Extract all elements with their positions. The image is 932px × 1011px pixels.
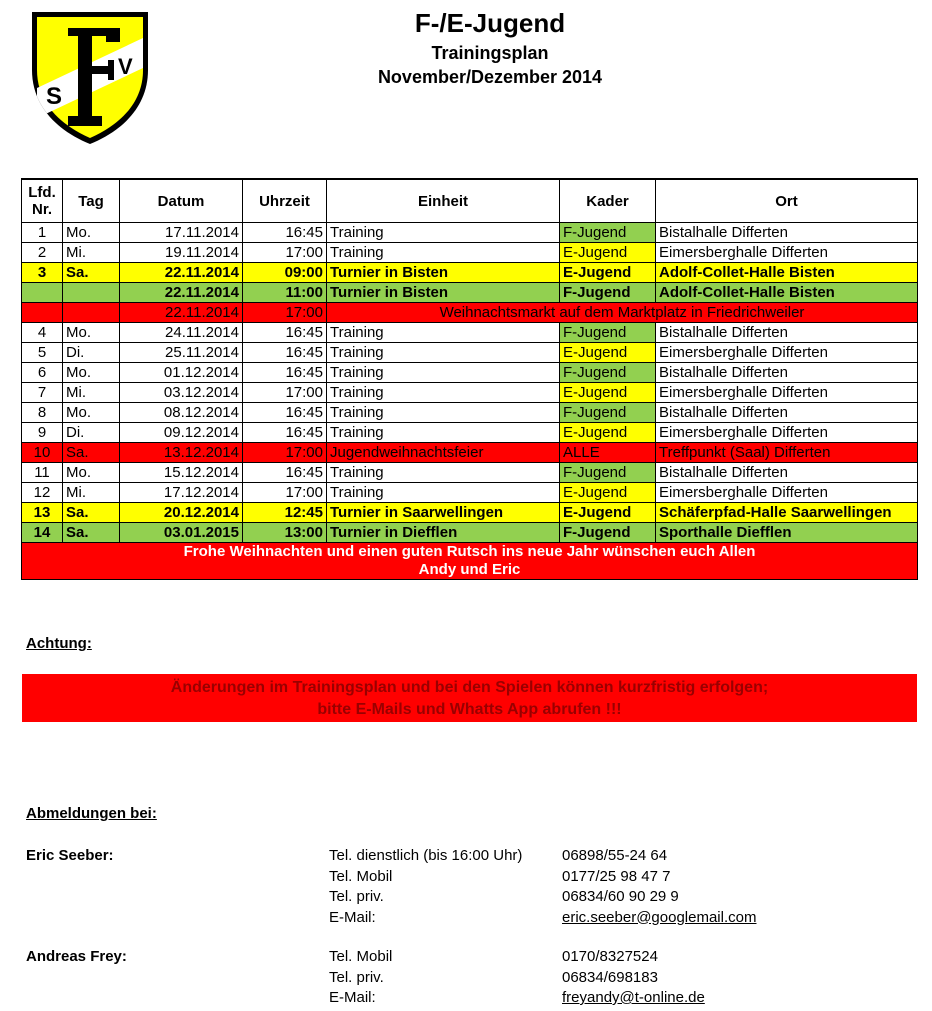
- greeting-line-1: Frohe Weihnachten und einen guten Rutsch ins neue Jahr wünschen euch Allen: [183, 543, 756, 560]
- logo-letter-f: F: [28, 8, 29, 9]
- cell-tag: Sa.: [63, 523, 120, 543]
- cell-nr: 14: [22, 523, 63, 543]
- column-header-uhrzeit: Uhrzeit: [243, 179, 327, 223]
- cell-datum: 08.12.2014: [120, 403, 243, 423]
- cell-einheit: Turnier in Bisten: [327, 263, 560, 283]
- contact-label: E-Mail:: [329, 908, 376, 926]
- table-row: [22, 403, 918, 423]
- table-row: [22, 423, 918, 443]
- cell-kader: ALLE: [560, 443, 656, 463]
- cell-kader: F-Jugend: [560, 523, 656, 543]
- cell-einheit: Training: [327, 483, 560, 503]
- cell-kader: E-Jugend: [560, 483, 656, 503]
- column-header-einheit: Einheit: [327, 179, 560, 223]
- cell-tag: [63, 283, 120, 303]
- cell-einheit: Training: [327, 323, 560, 343]
- cell-nr: 9: [22, 423, 63, 443]
- notice-line-2: bitte E-Mails und Whatts App abrufen !!!: [317, 701, 622, 718]
- cell-nr: [22, 283, 63, 303]
- cell-uhrzeit: 16:45: [243, 463, 327, 483]
- table-row: [22, 343, 918, 363]
- cell-tag: Di.: [63, 423, 120, 443]
- cell-nr: 3: [22, 263, 63, 283]
- cell-uhrzeit: 16:45: [243, 423, 327, 443]
- notice-box: [22, 674, 917, 722]
- cell-ort: Eimersberghalle Differten: [656, 483, 918, 503]
- cell-uhrzeit: 17:00: [243, 443, 327, 463]
- cell-einheit: Training: [327, 403, 560, 423]
- cell-uhrzeit: 13:00: [243, 523, 327, 543]
- cell-tag: Mo.: [63, 463, 120, 483]
- table-row: [22, 503, 918, 523]
- cell-uhrzeit: 11:00: [243, 283, 327, 303]
- greeting-cell: [22, 543, 918, 580]
- cell-nr: 12: [22, 483, 63, 503]
- cell-ort: Bistalhalle Differten: [656, 223, 918, 243]
- cell-ort: Bistalhalle Differten: [656, 403, 918, 423]
- cell-kader: F-Jugend: [560, 403, 656, 423]
- cell-uhrzeit: 16:45: [243, 323, 327, 343]
- cell-datum: 20.12.2014: [120, 503, 243, 523]
- cell-ort: Eimersberghalle Differten: [656, 383, 918, 403]
- cell-datum: 01.12.2014: [120, 363, 243, 383]
- cell-kader: E-Jugend: [560, 383, 656, 403]
- cell-nr: 11: [22, 463, 63, 483]
- cell-kader: F-Jugend: [560, 363, 656, 383]
- cell-einheit: Turnier in Diefflen: [327, 523, 560, 543]
- cell-datum: 22.11.2014: [120, 283, 243, 303]
- table-row: [22, 383, 918, 403]
- cell-datum: 09.12.2014: [120, 423, 243, 443]
- cell-datum: 19.11.2014: [120, 243, 243, 263]
- cell-ort: Eimersberghalle Differten: [656, 243, 918, 263]
- table-row: [22, 443, 918, 463]
- contact-value: 0177/25 98 47 7: [562, 867, 671, 885]
- contacts-heading: Abmeldungen bei:: [26, 805, 157, 822]
- cell-uhrzeit: 17:00: [243, 303, 327, 323]
- cell-einheit: Turnier in Saarwellingen: [327, 503, 560, 523]
- cell-nr: 6: [22, 363, 63, 383]
- cell-uhrzeit: 16:45: [243, 223, 327, 243]
- cell-einheit: Training: [327, 383, 560, 403]
- column-header-nr: Lfd. Nr.: [22, 179, 63, 223]
- table-row: [22, 523, 918, 543]
- cell-nr: 10: [22, 443, 63, 463]
- cell-datum: 03.12.2014: [120, 383, 243, 403]
- cell-datum: 15.12.2014: [120, 463, 243, 483]
- cell-kader: E-Jugend: [560, 423, 656, 443]
- cell-event: Weihnachtsmarkt auf dem Marktplatz in Friedrichweiler: [327, 303, 918, 323]
- cell-uhrzeit: 16:45: [243, 363, 327, 383]
- cell-nr: 2: [22, 243, 63, 263]
- table-row: [22, 363, 918, 383]
- table-row: [22, 303, 918, 323]
- cell-nr: [22, 303, 63, 323]
- cell-datum: 03.01.2015: [120, 523, 243, 543]
- cell-datum: 25.11.2014: [120, 343, 243, 363]
- cell-datum: 22.11.2014: [120, 303, 243, 323]
- cell-einheit: Turnier in Bisten: [327, 283, 560, 303]
- cell-kader: E-Jugend: [560, 263, 656, 283]
- contact-email-link[interactable]: freyandy@t-online.de: [562, 989, 705, 1006]
- cell-ort: Bistalhalle Differten: [656, 323, 918, 343]
- cell-ort: Eimersberghalle Differten: [656, 343, 918, 363]
- cell-ort: Bistalhalle Differten: [656, 463, 918, 483]
- cell-datum: 17.11.2014: [120, 223, 243, 243]
- cell-nr: 7: [22, 383, 63, 403]
- cell-einheit: Training: [327, 423, 560, 443]
- table-row: [22, 283, 918, 303]
- cell-kader: F-Jugend: [560, 463, 656, 483]
- cell-ort: Sporthalle Diefflen: [656, 523, 918, 543]
- cell-tag: Sa.: [63, 443, 120, 463]
- column-header-tag: Tag: [63, 179, 120, 223]
- logo-letter-s: S: [46, 83, 63, 110]
- cell-kader: F-Jugend: [560, 323, 656, 343]
- cell-nr: 4: [22, 323, 63, 343]
- column-header-datum: Datum: [120, 179, 243, 223]
- cell-einheit: Training: [327, 223, 560, 243]
- contact-label: Tel. priv.: [329, 968, 384, 986]
- cell-einheit: Training: [327, 243, 560, 263]
- cell-datum: 24.11.2014: [120, 323, 243, 343]
- page-period: November/Dezember 2014: [377, 67, 603, 87]
- cell-tag: Sa.: [63, 503, 120, 523]
- cell-ort: Adolf-Collet-Halle Bisten: [656, 263, 918, 283]
- contact-name: Eric Seeber:: [26, 847, 114, 864]
- contact-label: Tel. Mobil: [329, 867, 393, 885]
- cell-nr: 13: [22, 503, 63, 523]
- table-row: [22, 243, 918, 263]
- table-row: [22, 223, 918, 243]
- cell-tag: Mo.: [63, 323, 120, 343]
- contact-label: Tel. dienstlich (bis 16:00 Uhr): [329, 847, 523, 864]
- cell-uhrzeit: 17:00: [243, 383, 327, 403]
- contact-name: Andreas Frey:: [26, 948, 127, 965]
- page-subtitle: Trainingsplan: [431, 43, 549, 63]
- contact-label: E-Mail:: [329, 989, 376, 1006]
- table-row: [22, 463, 918, 483]
- cell-ort: Adolf-Collet-Halle Bisten: [656, 283, 918, 303]
- cell-uhrzeit: 17:00: [243, 483, 327, 503]
- table-row: [22, 263, 918, 283]
- cell-nr: 8: [22, 403, 63, 423]
- cell-ort: Treffpunkt (Saal) Differten: [656, 443, 918, 463]
- contact-value: 06834/60 90 29 9: [562, 888, 679, 905]
- cell-tag: Mo.: [63, 363, 120, 383]
- cell-tag: Mi.: [63, 483, 120, 503]
- notice-line-1: Änderungen im Trainingsplan und bei den Spielen können kurzfristig erfolgen;: [170, 679, 769, 696]
- cell-ort: Schäferpfad-Halle Saarwellingen: [656, 503, 918, 523]
- contact-value: 06898/55-24 64: [562, 847, 668, 864]
- greeting-row: [22, 543, 918, 580]
- cell-einheit: Training: [327, 343, 560, 363]
- cell-uhrzeit: 09:00: [243, 263, 327, 283]
- cell-datum: 17.12.2014: [120, 483, 243, 503]
- club-logo: [28, 8, 152, 148]
- cell-uhrzeit: 17:00: [243, 243, 327, 263]
- cell-einheit: Training: [327, 463, 560, 483]
- cell-tag: Di.: [63, 343, 120, 363]
- cell-einheit: Jugendweihnachtsfeier: [327, 443, 560, 463]
- cell-ort: Bistalhalle Differten: [656, 363, 918, 383]
- contact-email-link[interactable]: eric.seeber@googlemail.com: [562, 908, 757, 926]
- cell-ort: Eimersberghalle Differten: [656, 423, 918, 443]
- contact-label: Tel. priv.: [329, 888, 384, 905]
- contact-value: 0170/8327524: [562, 948, 658, 965]
- cell-tag: Mi.: [63, 243, 120, 263]
- cell-tag: [63, 303, 120, 323]
- cell-uhrzeit: 12:45: [243, 503, 327, 523]
- cell-uhrzeit: 16:45: [243, 403, 327, 423]
- greeting-line-2: Andy und Eric: [418, 561, 521, 578]
- page-title: F-/E-Jugend: [414, 8, 566, 38]
- table-row: [22, 323, 918, 343]
- column-header-ort: Ort: [656, 179, 918, 223]
- cell-datum: 22.11.2014: [120, 263, 243, 283]
- training-table: [21, 178, 918, 580]
- cell-tag: Mi.: [63, 383, 120, 403]
- cell-uhrzeit: 16:45: [243, 343, 327, 363]
- cell-tag: Sa.: [63, 263, 120, 283]
- table-row: [22, 483, 918, 503]
- cell-einheit: Training: [327, 363, 560, 383]
- cell-kader: E-Jugend: [560, 343, 656, 363]
- notice-heading: Achtung:: [26, 635, 92, 652]
- cell-nr: 1: [22, 223, 63, 243]
- table-header-row: [22, 179, 918, 223]
- cell-kader: F-Jugend: [560, 283, 656, 303]
- cell-kader: E-Jugend: [560, 503, 656, 523]
- cell-kader: F-Jugend: [560, 223, 656, 243]
- cell-tag: Mo.: [63, 403, 120, 423]
- cell-tag: Mo.: [63, 223, 120, 243]
- contact-value: 06834/698183: [562, 968, 658, 986]
- cell-nr: 5: [22, 343, 63, 363]
- cell-datum: 13.12.2014: [120, 443, 243, 463]
- contact-label: Tel. Mobil: [329, 948, 393, 965]
- logo-letter-v: V: [118, 54, 133, 79]
- cell-kader: E-Jugend: [560, 243, 656, 263]
- column-header-kader: Kader: [560, 179, 656, 223]
